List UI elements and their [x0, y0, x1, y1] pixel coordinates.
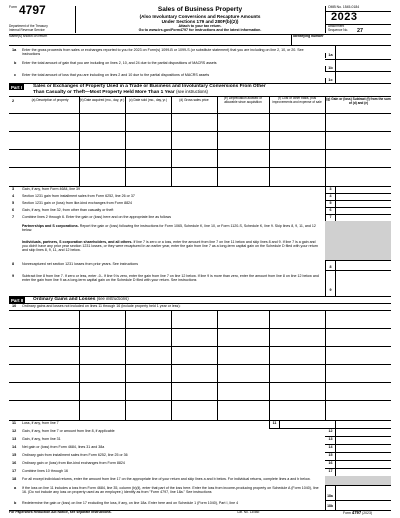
line-14-text: Net gain or (loss) from Form 4684, lines 31 and 38a — [22, 445, 105, 449]
line-5-amount[interactable] — [336, 200, 391, 207]
line-8-amount[interactable] — [336, 260, 391, 270]
part1-label: Part I — [11, 84, 22, 90]
part2-title: Ordinary Gains and Losses (see instructions) — [33, 296, 129, 302]
line-13-amount[interactable] — [336, 436, 391, 444]
line-16-box-label: 16 — [328, 461, 333, 465]
line-12-amount[interactable] — [336, 428, 391, 436]
line-1c-amount[interactable] — [335, 71, 391, 83]
tax-year: 2023 — [331, 11, 358, 23]
line-10-table[interactable] — [21, 310, 391, 420]
line-11-number: 11 — [12, 421, 17, 425]
line-18b-box-label: 18b — [327, 504, 333, 508]
line-14-amount[interactable] — [336, 444, 391, 452]
line-4-amount[interactable] — [336, 193, 391, 200]
line-6-box-label: 6 — [329, 208, 332, 212]
line-15-text: Ordinary gain from installment sales from Form 6252, line 25 or 36 — [22, 453, 128, 457]
footer-form-id: Form 4797 (2023) — [343, 510, 372, 515]
col-e-header: (e) Depreciation allowed or allowable since acquisition — [223, 96, 263, 104]
line-1c-text: Enter the total amount of loss that you are including on lines 2 and 10 due to the partial dispositions of MACRS assets — [22, 72, 210, 77]
dept-line2: Internal Revenue Service — [9, 28, 45, 32]
line-1a-box-label: 1a — [325, 53, 335, 58]
line-13-text: Gain, if any, from line 31 — [22, 437, 61, 441]
col-b-header: (b) Date acquired (mo., day, yr.) — [79, 98, 125, 102]
form-number: 4797 — [19, 3, 46, 17]
line-18-number: 18 — [12, 477, 17, 481]
line-7-box-label: 7 — [329, 215, 332, 219]
part1-title-1: Sales or Exchanges of Property Used in a Trade or Business and Involuntary Conversions From Other — [33, 84, 266, 89]
line-18b-number: b — [14, 501, 17, 505]
line-14-box-label: 14 — [328, 445, 333, 449]
line-1c-box-label: 1c — [325, 78, 335, 83]
line-18a-text: If the loss on line 11 includes a loss from Form 4684, line 35, column (b)(ii), enter that part of the loss here. Enter the loss from income-producing property on Schedule A (Form 1040), line 16. (Do not include any loss on property used as an employee.) Identify as from "Form 4797, line 18a." See instructions — [22, 486, 319, 495]
goto-note: Go to www.irs.gov/Form4797 for instructions and the latest information. — [138, 28, 262, 32]
line-2-number: 2 — [12, 99, 15, 103]
form-title: Sales of Business Property — [157, 6, 243, 13]
col-a-header: (a) Description of property — [31, 98, 69, 102]
line-8-number: 8 — [12, 262, 15, 266]
line-4-text: Section 1231 gain from installment sales from Form 6252, line 26 or 37 — [22, 194, 135, 198]
line-11-amount[interactable] — [280, 420, 325, 428]
line-9-number: 9 — [12, 274, 15, 278]
line-7-number: 7 — [12, 215, 15, 219]
col-f-header: (f) Cost or other basis, plus improvements and expense of sale — [272, 96, 322, 104]
identifying-number-label: Identifying number — [293, 33, 324, 38]
line-9-box-label: 9 — [329, 288, 332, 292]
line-4-box-label: 4 — [329, 194, 332, 198]
line-8-box-label: 8 — [329, 265, 332, 269]
line-5-box-label: 5 — [329, 201, 332, 205]
form-4797-page — [9, 3, 391, 515]
line-12-number: 12 — [12, 429, 17, 433]
line-1b-amount[interactable] — [335, 59, 391, 71]
line-17-number: 17 — [12, 469, 17, 473]
col-c-header: (c) Date sold (mo., day, yr.) — [128, 98, 168, 102]
line-18a-box-label: 18a — [327, 494, 333, 498]
line-11-box-label: 11 — [272, 421, 277, 425]
line-18-shaded — [325, 476, 391, 485]
sequence-label: Sequence No. — [328, 28, 349, 32]
omb-number: OMB No. 1545-0184 — [328, 5, 360, 9]
identifying-number-field[interactable] — [294, 39, 390, 44]
form-subtitle-2: Under Sections 179 and 280F(b)(2)) — [161, 18, 239, 24]
shaded-area — [325, 221, 391, 260]
line-18a-amount[interactable] — [336, 485, 391, 500]
line-7-amount[interactable] — [336, 214, 391, 221]
line-15-number: 15 — [12, 453, 17, 457]
col-g-header: (g) Gain or (loss) Subtract (f) from the sum of (d) and (e) — [326, 97, 391, 105]
line-10-number: 10 — [12, 304, 17, 308]
line-1a-amount[interactable] — [335, 46, 391, 59]
line-1a-number: 1a — [12, 48, 17, 52]
line-16-number: 16 — [12, 461, 17, 465]
line-18a-number: a — [14, 486, 17, 490]
col-d-header: (d) Gross sales price — [179, 98, 209, 102]
line-13-box-label: 13 — [328, 437, 333, 441]
line-1b-number: b — [14, 60, 17, 65]
part1-title-2: Than Casualty or Theft—Most Property Held More Than 1 Year (see instructions) — [33, 89, 208, 95]
line-1b-text: Enter the total amount of gain that you are including on lines 2, 10, and 24 due to the partial dispositions of MACRS assets — [22, 60, 217, 65]
line-11-text: Loss, if any, from line 7 — [22, 421, 59, 425]
line-18-text: For all except individual returns, enter the amount from line 17 on the appropriate line of your return and skip lines a and b below. For individual returns, complete lines a and b below. — [22, 477, 311, 481]
form-subtitle-1: (Also Involuntary Conversions and Recapture Amounts — [139, 13, 261, 19]
form-label: Form — [9, 5, 17, 9]
line-9-text: Subtract line 8 from line 7. If zero or less, enter -0-. If line 9 is zero, enter the gain from line 7 on line 12 below. If line 9 is more than zero, enter the amount from line 8 on line 12 below and enter the gain from line 9 as a long-term capital gain on the Schedule D filed with your return. See instructions — [22, 274, 319, 283]
line-1b-box-label: 1b — [325, 66, 335, 71]
line-3-number: 3 — [12, 187, 15, 191]
line-8-text: Nonrecaptured net section 1231 losses from prior years. See instructions — [22, 262, 139, 266]
line-16-text: Ordinary gain or (loss) from like-kind exchanges from Form 8824 — [22, 461, 125, 465]
line-18b-text: Redetermine the gain or (loss) on line 17 excluding the loss, if any, on line 18a. Enter here and on Schedule 1 (Form 1040), Part I, line 4 — [22, 501, 239, 505]
dept-line1: Department of the Treasury — [9, 24, 48, 28]
line-1c-number: c — [14, 72, 17, 77]
line-12-box-label: 12 — [328, 429, 333, 433]
line-5-number: 5 — [12, 201, 15, 205]
line-15-amount[interactable] — [336, 452, 391, 460]
line-3-text: Gain, if any, from Form 4684, line 39 — [22, 187, 81, 191]
name-label: Name(s) shown on return — [9, 33, 48, 38]
line-3-box-label: 3 — [329, 187, 332, 191]
individuals-paragraph: Individuals, partners, S corporation shareholders, and all others. If line 7 is zero or a loss, enter the amount from line 7 on line 11 below and skip lines 8 and 9. If line 7 is a gain and you didn't have any prior year section 1231 losses, or they were recaptured in an earlier year, enter the gain from line 7 as a long-term capital gain on the Schedule D filed with your return and skip lines 8, 9, 11, and 12 below. — [22, 240, 318, 253]
partnerships-paragraph: Partnerships and S corporations. Report the gain or (loss) following the instructions for Form 1065, Schedule K, line 10, or Form 1120-S, Schedule K, line 9. Skip lines 8, 9, 11, and 12 below. — [22, 224, 316, 233]
line-7-text: Combine lines 2 through 6. Enter the gain or (loss) here and on the appropriate line as follows — [22, 215, 172, 219]
line-10-text: Ordinary gains and losses not included on lines 11 through 16 (include property held 1 year or less): — [22, 304, 181, 308]
line-6-amount[interactable] — [336, 207, 391, 214]
line-11-spacer — [325, 420, 391, 428]
line-14-number: 14 — [12, 445, 17, 449]
line-3-amount[interactable] — [336, 186, 391, 193]
footer-paperwork-notice: For Paperwork Reduction Act Notice, see separate instructions. — [9, 510, 112, 514]
sequence-number: 27 — [357, 27, 363, 34]
line-6-text: Gain, if any, from line 32, from other than casualty or theft — [22, 208, 114, 212]
attach-note: Attach to your tax return. — [178, 24, 222, 28]
line-17-text: Combine lines 10 through 16 — [22, 469, 68, 473]
line-6-number: 6 — [12, 208, 15, 212]
line-1a-text: Enter the gross proceeds from sales or exchanges reported to you for 2023 on Form(s) 1099-B or 1099-S (or substitute statement) that you are including on line 2, 10, or 20. See instructions — [22, 48, 304, 57]
line-15-box-label: 15 — [328, 453, 333, 457]
line-4-number: 4 — [12, 194, 15, 198]
line-17-box-label: 17 — [328, 469, 333, 473]
line-5-text: Section 1231 gain or (loss) from like-kind exchanges from Form 8824 — [22, 201, 133, 205]
footer-cat-number: Cat. No. 13086I — [237, 510, 260, 514]
line-12-text: Gain, if any, from line 7 or amount from line 8, if applicable — [22, 429, 115, 433]
name-field[interactable] — [11, 39, 289, 44]
line-18b-amount[interactable] — [336, 500, 391, 510]
line-13-number: 13 — [12, 437, 17, 441]
line-16-amount[interactable] — [336, 460, 391, 468]
attachment-label: Attachment — [328, 24, 345, 28]
line-17-amount[interactable] — [336, 468, 391, 476]
line-9-amount[interactable] — [336, 270, 391, 296]
part2-label: Part II — [11, 297, 24, 303]
